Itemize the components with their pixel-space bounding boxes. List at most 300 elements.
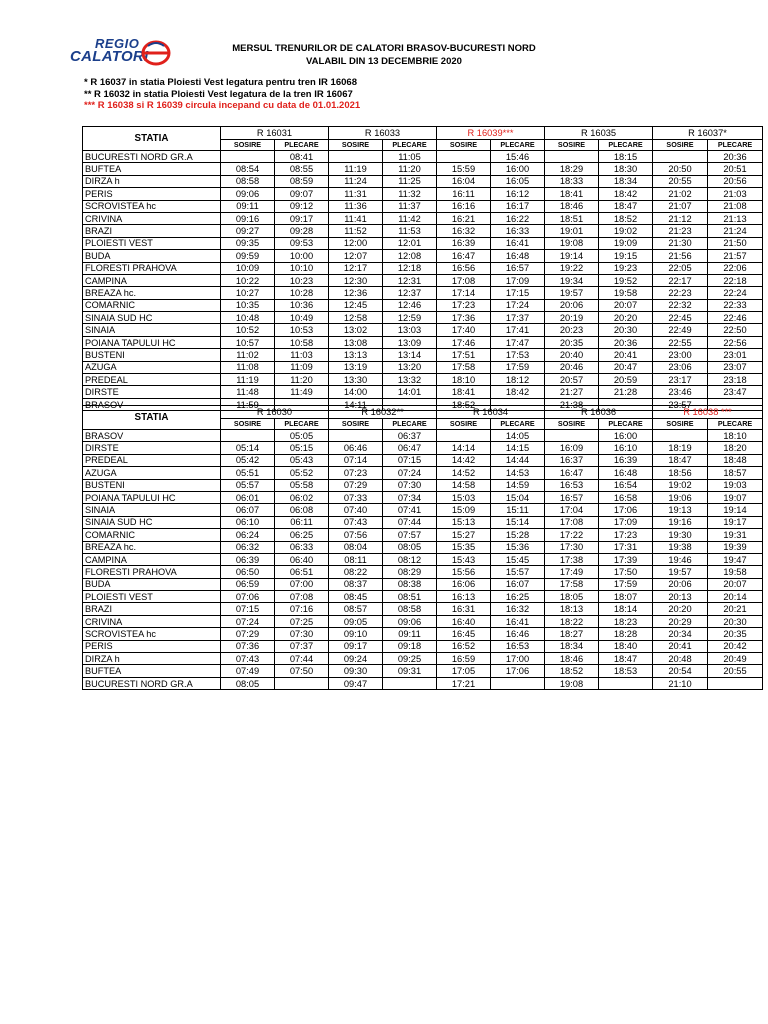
- departure-time: 11:09: [275, 361, 329, 373]
- table-row: [83, 175, 763, 187]
- arrival-time: 15:13: [437, 516, 491, 528]
- departure-time: 08:55: [275, 163, 329, 175]
- table-row: [83, 374, 763, 386]
- arrival-time: 08:22: [329, 566, 383, 578]
- arrival-time: 18:46: [545, 653, 599, 665]
- departure-time: 22:33: [708, 299, 763, 311]
- departure-time: [383, 677, 437, 689]
- departure-time: 16:33: [491, 225, 545, 237]
- arrival-time: 22:23: [653, 287, 708, 299]
- arrival-time: 08:11: [329, 553, 383, 565]
- departure-time: 10:36: [275, 299, 329, 311]
- arrival-time: 09:10: [329, 628, 383, 640]
- arrival-time: [653, 151, 708, 163]
- arrival-time: 16:21: [437, 212, 491, 224]
- arrival-time: 21:02: [653, 188, 708, 200]
- departure-time: 16:07: [491, 578, 545, 590]
- departure-time: 16:32: [491, 603, 545, 615]
- departure-time: 18:20: [708, 442, 763, 454]
- arrival-time: 16:16: [437, 200, 491, 212]
- arrival-time: 07:36: [221, 640, 275, 652]
- arrival-time: 18:34: [545, 640, 599, 652]
- arrival-time: 20:50: [653, 163, 708, 175]
- arrival-time: 19:08: [545, 237, 599, 249]
- departure-time: 21:24: [708, 225, 763, 237]
- table-row: [83, 603, 763, 615]
- arrival-time: 18:22: [545, 615, 599, 627]
- train-header: R 16039***: [437, 127, 545, 140]
- departure-time: 08:38: [383, 578, 437, 590]
- arrival-time: 17:08: [545, 516, 599, 528]
- station-name: SCROVISTEA hc: [83, 628, 221, 640]
- departure-time: 07:15: [383, 454, 437, 466]
- arrival-time: 14:14: [437, 442, 491, 454]
- arrival-time: 06:01: [221, 491, 275, 503]
- station-name: CRIVINA: [83, 615, 221, 627]
- table-row: [83, 200, 763, 212]
- departure-time: 21:28: [599, 386, 653, 398]
- departure-time: 16:53: [491, 640, 545, 652]
- station-name: FLORESTI PRAHOVA: [83, 262, 221, 274]
- departure-time: 18:42: [491, 386, 545, 398]
- arrival-time: 11:24: [329, 175, 383, 187]
- train-header: R 16034: [437, 406, 545, 419]
- departure-time: 18:42: [599, 188, 653, 200]
- departure-time: 08:12: [383, 553, 437, 565]
- departure-time: 10:49: [275, 312, 329, 324]
- departure-time: 09:17: [275, 212, 329, 224]
- departure-time: 17:47: [491, 336, 545, 348]
- arrival-time: 20:48: [653, 653, 708, 665]
- arrival-time: 20:40: [545, 349, 599, 361]
- arrival-time: 09:11: [221, 200, 275, 212]
- arrival-time: 17:38: [545, 553, 599, 565]
- arrival-time: 16:40: [437, 615, 491, 627]
- arrival-time: 09:59: [221, 250, 275, 262]
- arrival-time: 21:12: [653, 212, 708, 224]
- arrival-time: 23:17: [653, 374, 708, 386]
- departure-time: 11:20: [275, 374, 329, 386]
- departure-time: 13:20: [383, 361, 437, 373]
- departure-time: 06:51: [275, 566, 329, 578]
- arrival-time: 20:41: [653, 640, 708, 652]
- arrival-time: 14:52: [437, 467, 491, 479]
- table-row: [83, 628, 763, 640]
- departure-time: 16:54: [599, 479, 653, 491]
- arrival-time: 11:48: [221, 386, 275, 398]
- arrival-time: 19:57: [545, 287, 599, 299]
- arrival-time: [545, 430, 599, 442]
- departure-time: 07:57: [383, 529, 437, 541]
- departure-time: 16:46: [491, 628, 545, 640]
- table-row: [83, 491, 763, 503]
- arrival-time: 07:24: [221, 615, 275, 627]
- station-name: DIRSTE: [83, 386, 221, 398]
- departure-time: 20:59: [599, 374, 653, 386]
- arrival-time: 15:27: [437, 529, 491, 541]
- departure-time: 20:21: [708, 603, 763, 615]
- departure-time: 19:09: [599, 237, 653, 249]
- arrival-time: 16:39: [437, 237, 491, 249]
- arrival-time: 16:53: [545, 479, 599, 491]
- departure-header: PLECARE: [491, 419, 545, 430]
- table-row: [83, 349, 763, 361]
- table-row: [83, 454, 763, 466]
- departure-time: 20:42: [708, 640, 763, 652]
- departure-time: 19:58: [708, 566, 763, 578]
- arrival-time: 16:11: [437, 188, 491, 200]
- arrival-time: 15:59: [437, 163, 491, 175]
- departure-time: [275, 677, 329, 689]
- arrival-time: 14:11: [329, 398, 383, 410]
- departure-time: 22:18: [708, 274, 763, 286]
- arrival-time: 08:04: [329, 541, 383, 553]
- departure-time: 20:07: [708, 578, 763, 590]
- arrival-time: 20:13: [653, 591, 708, 603]
- departure-time: 11:32: [383, 188, 437, 200]
- arrival-time: 17:58: [545, 578, 599, 590]
- departure-time: 17:23: [599, 529, 653, 541]
- departure-time: 07:08: [275, 591, 329, 603]
- departure-time: 22:50: [708, 324, 763, 336]
- arrival-time: 07:29: [221, 628, 275, 640]
- departure-time: 21:13: [708, 212, 763, 224]
- departure-time: 06:08: [275, 504, 329, 516]
- arrival-time: 21:38: [545, 398, 599, 410]
- arrival-time: [653, 430, 708, 442]
- arrival-time: 13:19: [329, 361, 383, 373]
- arrival-time: 16:09: [545, 442, 599, 454]
- arrival-time: 16:32: [437, 225, 491, 237]
- table-row: [83, 324, 763, 336]
- departure-time: 20:30: [708, 615, 763, 627]
- departure-time: 14:59: [491, 479, 545, 491]
- arrival-time: 16:57: [545, 491, 599, 503]
- station-name: BUFTEA: [83, 665, 221, 677]
- departure-time: 16:00: [491, 163, 545, 175]
- departure-time: 11:42: [383, 212, 437, 224]
- table-row: [83, 212, 763, 224]
- departure-time: 22:56: [708, 336, 763, 348]
- departure-time: 07:00: [275, 578, 329, 590]
- arrival-time: 21:23: [653, 225, 708, 237]
- departure-time: 14:15: [491, 442, 545, 454]
- departure-time: 12:59: [383, 312, 437, 324]
- arrival-time: 19:34: [545, 274, 599, 286]
- departure-time: 06:40: [275, 553, 329, 565]
- departure-time: 06:25: [275, 529, 329, 541]
- departure-time: 09:31: [383, 665, 437, 677]
- arrival-time: 13:02: [329, 324, 383, 336]
- document-subtitle: VALABIL DIN 13 DECEMBRIE 2020: [306, 56, 462, 67]
- departure-time: 17:06: [491, 665, 545, 677]
- arrival-time: 12:36: [329, 287, 383, 299]
- station-name: POIANA TAPULUI HC: [83, 336, 221, 348]
- arrival-time: 06:07: [221, 504, 275, 516]
- arrival-time: 18:10: [437, 374, 491, 386]
- table-row: [83, 163, 763, 175]
- departure-time: 07:30: [383, 479, 437, 491]
- table-row: [83, 312, 763, 324]
- arrival-time: 23:46: [653, 386, 708, 398]
- arrival-time: 11:36: [329, 200, 383, 212]
- arrival-time: 09:05: [329, 615, 383, 627]
- arrival-time: 19:46: [653, 553, 708, 565]
- arrival-time: 09:17: [329, 640, 383, 652]
- departure-time: 08:59: [275, 175, 329, 187]
- departure-header: PLECARE: [383, 140, 437, 151]
- arrival-time: 22:17: [653, 274, 708, 286]
- arrival-time: [221, 151, 275, 163]
- departure-time: 16:41: [491, 615, 545, 627]
- departure-time: 15:11: [491, 504, 545, 516]
- arrival-time: 20:06: [545, 299, 599, 311]
- table-row: [83, 188, 763, 200]
- station-name: POIANA TAPULUI HC: [83, 491, 221, 503]
- arrival-time: 07:33: [329, 491, 383, 503]
- arrival-time: 17:49: [545, 566, 599, 578]
- arrival-time: 16:06: [437, 578, 491, 590]
- departure-time: 06:11: [275, 516, 329, 528]
- departure-time: [491, 677, 545, 689]
- departure-time: 16:48: [599, 467, 653, 479]
- arrival-time: 16:47: [437, 250, 491, 262]
- table-row: [83, 516, 763, 528]
- departure-header: PLECARE: [275, 140, 329, 151]
- arrival-time: 08:05: [221, 677, 275, 689]
- departure-time: 05:15: [275, 442, 329, 454]
- table-row: [83, 287, 763, 299]
- train-header: R 16035: [545, 127, 653, 140]
- departure-time: 19:47: [708, 553, 763, 565]
- arrival-time: 11:41: [329, 212, 383, 224]
- departure-time: 20:51: [708, 163, 763, 175]
- table-row: [83, 640, 763, 652]
- arrival-time: 15:09: [437, 504, 491, 516]
- station-name: AZUGA: [83, 467, 221, 479]
- arrival-time: 12:30: [329, 274, 383, 286]
- arrival-header: SOSIRE: [545, 419, 599, 430]
- arrival-header: SOSIRE: [545, 140, 599, 151]
- departure-time: 20:35: [708, 628, 763, 640]
- arrival-time: 12:58: [329, 312, 383, 324]
- arrival-time: 20:19: [545, 312, 599, 324]
- departure-time: 14:05: [491, 430, 545, 442]
- arrival-time: 12:17: [329, 262, 383, 274]
- arrival-time: 18:41: [545, 188, 599, 200]
- departure-time: 11:49: [275, 386, 329, 398]
- arrival-time: 07:56: [329, 529, 383, 541]
- departure-time: 20:14: [708, 591, 763, 603]
- station-name: BUCURESTI NORD GR.A: [83, 151, 221, 163]
- station-name: PREDEAL: [83, 374, 221, 386]
- arrival-time: 20:20: [653, 603, 708, 615]
- arrival-time: 19:57: [653, 566, 708, 578]
- departure-time: 05:43: [275, 454, 329, 466]
- arrival-time: 17:40: [437, 324, 491, 336]
- station-name: BREAZA hc.: [83, 541, 221, 553]
- departure-time: [708, 677, 763, 689]
- arrival-time: 07:43: [329, 516, 383, 528]
- arrival-time: 16:37: [545, 454, 599, 466]
- departure-time: 18:57: [708, 467, 763, 479]
- arrival-time: 19:02: [653, 479, 708, 491]
- departure-time: 18:34: [599, 175, 653, 187]
- train-header: R 16038 ***: [653, 406, 763, 419]
- arrival-time: 19:13: [653, 504, 708, 516]
- table-row: [83, 299, 763, 311]
- arrival-time: 09:47: [329, 677, 383, 689]
- table-row: [83, 442, 763, 454]
- station-name: BUSTENI: [83, 349, 221, 361]
- arrival-time: 22:05: [653, 262, 708, 274]
- departure-time: 06:37: [383, 430, 437, 442]
- table-row: [83, 578, 763, 590]
- arrival-time: 05:14: [221, 442, 275, 454]
- arrival-time: 15:03: [437, 491, 491, 503]
- departure-time: 23:18: [708, 374, 763, 386]
- station-name: PLOIESTI VEST: [83, 237, 221, 249]
- arrival-time: 21:30: [653, 237, 708, 249]
- logo-text-calatori: CALATORI: [70, 48, 149, 65]
- station-name: BUDA: [83, 578, 221, 590]
- arrival-time: 22:55: [653, 336, 708, 348]
- departure-time: 13:03: [383, 324, 437, 336]
- arrival-time: 11:19: [221, 374, 275, 386]
- station-name: CAMPINA: [83, 274, 221, 286]
- departure-time: 16:12: [491, 188, 545, 200]
- departure-time: 17:59: [491, 361, 545, 373]
- arrival-time: 07:29: [329, 479, 383, 491]
- arrival-time: 17:21: [437, 677, 491, 689]
- station-name: DIRZA h: [83, 653, 221, 665]
- station-name: BRASOV: [83, 430, 221, 442]
- arrival-time: 18:52: [437, 398, 491, 410]
- arrival-time: 06:39: [221, 553, 275, 565]
- departure-time: 23:01: [708, 349, 763, 361]
- departure-time: 07:41: [383, 504, 437, 516]
- departure-time: 15:28: [491, 529, 545, 541]
- arrival-header: SOSIRE: [329, 140, 383, 151]
- arrival-time: 19:22: [545, 262, 599, 274]
- table-row: [83, 225, 763, 237]
- departure-time: 08:58: [383, 603, 437, 615]
- departure-time: 07:50: [275, 665, 329, 677]
- departure-time: 07:30: [275, 628, 329, 640]
- departure-time: 16:41: [491, 237, 545, 249]
- departure-time: 07:25: [275, 615, 329, 627]
- departure-time: 17:39: [599, 553, 653, 565]
- departure-time: [599, 677, 653, 689]
- departure-time: 17:15: [491, 287, 545, 299]
- station-name: PERIS: [83, 188, 221, 200]
- train-header: R 16037*: [653, 127, 763, 140]
- departure-time: 20:36: [599, 336, 653, 348]
- departure-time: 10:23: [275, 274, 329, 286]
- station-name: PLOIESTI VEST: [83, 591, 221, 603]
- departure-time: 15:45: [491, 553, 545, 565]
- departure-time: 07:44: [383, 516, 437, 528]
- arrival-time: 10:35: [221, 299, 275, 311]
- arrival-time: 11:52: [329, 225, 383, 237]
- departure-time: 21:57: [708, 250, 763, 262]
- arrival-time: 06:46: [329, 442, 383, 454]
- arrival-time: 06:32: [221, 541, 275, 553]
- train-header: R 16030: [221, 406, 329, 419]
- arrival-time: 10:22: [221, 274, 275, 286]
- departure-time: 07:24: [383, 467, 437, 479]
- departure-time: 06:33: [275, 541, 329, 553]
- departure-header: PLECARE: [599, 140, 653, 151]
- departure-time: 17:50: [599, 566, 653, 578]
- departure-header: PLECARE: [708, 140, 763, 151]
- arrival-time: 05:57: [221, 479, 275, 491]
- departure-time: 09:06: [383, 615, 437, 627]
- arrival-time: 21:56: [653, 250, 708, 262]
- arrival-time: 19:14: [545, 250, 599, 262]
- arrival-time: 18:46: [545, 200, 599, 212]
- arrival-time: 19:08: [545, 677, 599, 689]
- arrival-time: 05:42: [221, 454, 275, 466]
- departure-header: PLECARE: [383, 419, 437, 430]
- departure-time: 16:57: [491, 262, 545, 274]
- station-name: DIRZA h: [83, 175, 221, 187]
- station-name: BUDA: [83, 250, 221, 262]
- departure-time: 19:23: [599, 262, 653, 274]
- station-name: SINAIA SUD HC: [83, 312, 221, 324]
- table-row: [83, 529, 763, 541]
- departure-time: 11:03: [275, 349, 329, 361]
- departure-header: PLECARE: [599, 419, 653, 430]
- departure-time: 16:25: [491, 591, 545, 603]
- arrival-time: 20:55: [653, 175, 708, 187]
- arrival-header: SOSIRE: [221, 140, 275, 151]
- departure-time: 13:14: [383, 349, 437, 361]
- arrival-time: 17:58: [437, 361, 491, 373]
- departure-time: 19:14: [708, 504, 763, 516]
- arrival-time: 10:27: [221, 287, 275, 299]
- arrival-time: 11:02: [221, 349, 275, 361]
- station-name: FLORESTI PRAHOVA: [83, 566, 221, 578]
- arrival-time: 08:54: [221, 163, 275, 175]
- arrival-time: 22:45: [653, 312, 708, 324]
- departure-time: 15:57: [491, 566, 545, 578]
- table-row: [83, 553, 763, 565]
- station-name: SCROVISTEA hc: [83, 200, 221, 212]
- arrival-time: 16:45: [437, 628, 491, 640]
- arrival-time: 17:51: [437, 349, 491, 361]
- departure-time: 19:15: [599, 250, 653, 262]
- arrival-time: 09:16: [221, 212, 275, 224]
- departure-time: 17:31: [599, 541, 653, 553]
- departure-time: 10:53: [275, 324, 329, 336]
- station-name: PREDEAL: [83, 454, 221, 466]
- arrival-time: 14:00: [329, 386, 383, 398]
- arrival-time: 07:23: [329, 467, 383, 479]
- station-name: BRAZI: [83, 603, 221, 615]
- departure-time: 11:37: [383, 200, 437, 212]
- departure-time: 21:50: [708, 237, 763, 249]
- arrival-time: 20:57: [545, 374, 599, 386]
- station-name: CAMPINA: [83, 553, 221, 565]
- train-header: R 16032**: [329, 406, 437, 419]
- arrival-time: 16:47: [545, 467, 599, 479]
- departure-time: 16:17: [491, 200, 545, 212]
- departure-time: 16:10: [599, 442, 653, 454]
- departure-time: 18:07: [599, 591, 653, 603]
- arrival-time: 08:58: [221, 175, 275, 187]
- station-name: PERIS: [83, 640, 221, 652]
